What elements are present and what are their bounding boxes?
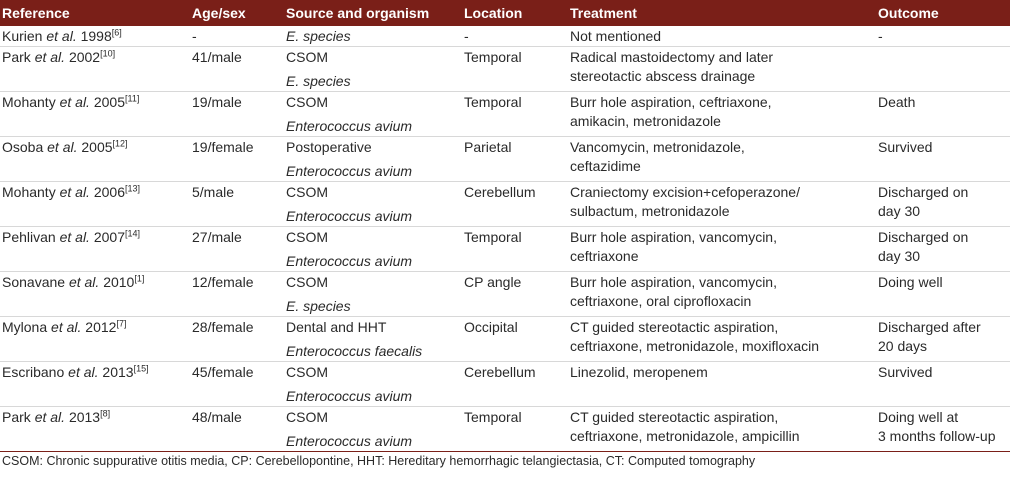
source-value: CSOM	[286, 184, 328, 200]
cell-treatment	[568, 407, 876, 452]
outcome-line: Death	[878, 94, 916, 110]
table-body	[0, 26, 1010, 452]
age-sex-value: 19/male	[192, 94, 242, 110]
location-value: Temporal	[464, 229, 522, 245]
reference-author: Mohanty	[2, 94, 56, 110]
cell-location	[462, 407, 568, 452]
outcome-line: 20 days	[878, 338, 928, 354]
header-outcome: Outcome	[876, 0, 1010, 26]
header-row	[0, 0, 1010, 26]
cell-outcome	[876, 227, 1010, 272]
reference-citation: [14]	[125, 228, 141, 239]
cell-source-organism	[284, 317, 462, 362]
treatment-line: amikacin, metronidazole	[570, 113, 721, 129]
table-row	[0, 272, 1010, 317]
outcome-line: Doing well	[878, 274, 943, 290]
organism-value: Enterococcus faecalis	[286, 343, 423, 359]
outcome-line: Doing well at	[878, 409, 959, 425]
reference-citation: [10]	[100, 48, 116, 59]
age-sex-value: 27/male	[192, 229, 242, 245]
outcome-line: 3 months follow-up	[878, 428, 996, 444]
treatment-line: sulbactum, metronidazole	[570, 203, 730, 219]
treatment-line: Vancomycin, metronidazole,	[570, 139, 745, 155]
cell-source-organism	[284, 137, 462, 182]
organism-value: Enterococcus avium	[286, 433, 413, 449]
reference-author: Escribano	[2, 364, 65, 380]
treatment-line: Craniectomy excision+cefoperazone/	[570, 184, 800, 200]
treatment-line: Burr hole aspiration, vancomycin,	[570, 274, 777, 290]
cell-reference	[0, 362, 190, 407]
organism-value: E. species	[286, 28, 351, 44]
source-value: CSOM	[286, 94, 328, 110]
cell-treatment	[568, 92, 876, 137]
reference-year: 2005	[93, 94, 125, 110]
location-value: Occipital	[464, 319, 518, 335]
age-sex-value: 19/female	[192, 139, 254, 155]
reference-author: Park	[2, 409, 31, 425]
treatment-line: ceftriaxone, metronidazole, moxifloxacin	[570, 338, 820, 354]
cell-reference	[0, 26, 190, 47]
treatment-line: ceftriaxone, metronidazole, ampicillin	[570, 428, 800, 444]
treatment-line: CT guided stereotactic aspiration,	[570, 319, 779, 335]
header-location: Location	[462, 0, 568, 26]
cell-location	[462, 182, 568, 227]
table-row	[0, 92, 1010, 137]
cell-location	[462, 362, 568, 407]
cell-age-sex	[190, 407, 284, 452]
table-row	[0, 362, 1010, 407]
cell-age-sex	[190, 26, 284, 47]
reference-author: Mohanty	[2, 184, 56, 200]
cell-source-organism	[284, 362, 462, 407]
reference-author: Park	[2, 49, 31, 65]
reference-citation: [8]	[100, 408, 111, 419]
treatment-line: Linezolid, meropenem	[570, 364, 708, 380]
treatment-line: CT guided stereotactic aspiration,	[570, 409, 779, 425]
reference-etal: et al.	[68, 364, 99, 380]
reference-etal: et al.	[59, 184, 90, 200]
cell-location	[462, 26, 568, 47]
cell-location	[462, 272, 568, 317]
treatment-line: stereotactic abscess drainage	[570, 68, 756, 84]
outcome-line: Discharged after	[878, 319, 981, 335]
header-reference: Reference	[0, 0, 190, 26]
reference-etal: et al.	[59, 94, 90, 110]
cell-treatment	[568, 26, 876, 47]
outcome-line: Survived	[878, 139, 933, 155]
cell-treatment	[568, 317, 876, 362]
cell-reference	[0, 407, 190, 452]
organism-value: Enterococcus avium	[286, 163, 413, 179]
outcome-line: day 30	[878, 248, 921, 264]
organism-value: E. species	[286, 298, 351, 314]
cell-source-organism	[284, 47, 462, 92]
reference-citation: [1]	[134, 273, 145, 284]
age-sex-value: -	[192, 28, 197, 44]
age-sex-value: 45/female	[192, 364, 254, 380]
outcome-line: Discharged on	[878, 184, 969, 200]
location-value: Temporal	[464, 409, 522, 425]
cell-reference	[0, 92, 190, 137]
table-header	[0, 0, 1010, 26]
age-sex-value: 12/female	[192, 274, 254, 290]
cell-source-organism	[284, 182, 462, 227]
cell-treatment	[568, 272, 876, 317]
cell-outcome	[876, 92, 1010, 137]
reference-citation: [6]	[111, 27, 122, 38]
header-age-sex: Age/sex	[190, 0, 284, 26]
reference-year: 2012	[85, 319, 117, 335]
reference-citation: [7]	[116, 318, 127, 329]
reference-citation: [15]	[133, 363, 149, 374]
treatment-line: ceftazidime	[570, 158, 641, 174]
location-value: -	[464, 28, 469, 44]
reference-year: 2013	[68, 409, 101, 425]
reference-author: Sonavane	[2, 274, 66, 290]
treatment-line: ceftriaxone	[570, 248, 639, 264]
location-value: Temporal	[464, 94, 522, 110]
reference-year: 2007	[93, 229, 125, 245]
location-value: Parietal	[464, 139, 512, 155]
cell-reference	[0, 227, 190, 272]
organism-value: Enterococcus avium	[286, 208, 413, 224]
location-value: CP angle	[464, 274, 522, 290]
reference-citation: [11]	[125, 93, 140, 104]
outcome-line: Survived	[878, 364, 933, 380]
reference-etal: et al.	[46, 28, 77, 44]
reference-author: Pehlivan	[2, 229, 56, 245]
source-value: CSOM	[286, 409, 328, 425]
organism-value: Enterococcus avium	[286, 388, 413, 404]
reference-author: Kurien	[2, 28, 43, 44]
cell-reference	[0, 317, 190, 362]
treatment-line: Radical mastoidectomy and later	[570, 49, 774, 65]
age-sex-value: 28/female	[192, 319, 254, 335]
cell-age-sex	[190, 272, 284, 317]
reference-citation: [12]	[112, 138, 128, 149]
cell-source-organism	[284, 407, 462, 452]
source-value: CSOM	[286, 274, 328, 290]
cell-age-sex	[190, 317, 284, 362]
cell-outcome	[876, 137, 1010, 182]
location-value: Cerebellum	[464, 184, 536, 200]
source-value: Dental and HHT	[286, 319, 387, 335]
cell-outcome	[876, 407, 1010, 452]
reference-etal: et al.	[51, 319, 82, 335]
cell-age-sex	[190, 182, 284, 227]
cell-outcome	[876, 362, 1010, 407]
treatment-line: Not mentioned	[570, 28, 662, 44]
cell-age-sex	[190, 227, 284, 272]
outcome-line: day 30	[878, 203, 921, 219]
outcome-line: Discharged on	[878, 229, 969, 245]
organism-value: Enterococcus avium	[286, 253, 413, 269]
table-row	[0, 137, 1010, 182]
reference-etal: et al.	[68, 274, 100, 290]
cell-outcome	[876, 272, 1010, 317]
age-sex-value: 5/male	[192, 184, 235, 200]
cell-location	[462, 317, 568, 362]
cell-reference	[0, 272, 190, 317]
reference-etal: et al.	[47, 139, 78, 155]
location-value: Temporal	[464, 49, 522, 65]
cell-location	[462, 47, 568, 92]
cell-source-organism	[284, 227, 462, 272]
outcome-line: -	[878, 28, 883, 44]
reference-year: 2002	[68, 49, 101, 65]
cell-treatment	[568, 182, 876, 227]
reference-etal: et al.	[59, 229, 90, 245]
treatment-line: Burr hole aspiration, vancomycin,	[570, 229, 777, 245]
age-sex-value: 48/male	[192, 409, 242, 425]
reference-citation: [13]	[125, 183, 141, 194]
source-value: CSOM	[286, 49, 328, 65]
cell-source-organism	[284, 26, 462, 47]
table-row	[0, 317, 1010, 362]
cell-reference	[0, 137, 190, 182]
table-footnote: CSOM: Chronic suppurative otitis media, CP: Cerebellopontine, HHT: Hereditary hemorrhagic telangiectasia, CT: Computed tomography	[2, 454, 756, 468]
reference-author: Mylona	[2, 319, 48, 335]
cell-age-sex	[190, 92, 284, 137]
cell-outcome	[876, 26, 1010, 47]
reference-etal: et al.	[34, 409, 66, 425]
source-value: CSOM	[286, 229, 328, 245]
treatment-line: Burr hole aspiration, ceftriaxone,	[570, 94, 772, 110]
cell-reference	[0, 47, 190, 92]
age-sex-value: 41/male	[192, 49, 242, 65]
reference-author: Osoba	[2, 139, 44, 155]
cell-reference	[0, 182, 190, 227]
cell-location	[462, 137, 568, 182]
reference-year: 2013	[102, 364, 134, 380]
cell-location	[462, 92, 568, 137]
source-value: Postoperative	[286, 139, 372, 155]
table-row	[0, 26, 1010, 47]
cell-treatment	[568, 362, 876, 407]
cell-age-sex	[190, 362, 284, 407]
treatment-line: ceftriaxone, oral ciprofloxacin	[570, 293, 752, 309]
reference-year: 1998	[80, 28, 112, 44]
cell-source-organism	[284, 92, 462, 137]
cell-age-sex	[190, 47, 284, 92]
table-row	[0, 227, 1010, 272]
cell-outcome	[876, 47, 1010, 92]
header-treatment: Treatment	[568, 0, 876, 26]
location-value: Cerebellum	[464, 364, 536, 380]
cell-treatment	[568, 137, 876, 182]
cell-outcome	[876, 182, 1010, 227]
source-value: CSOM	[286, 364, 328, 380]
table-row	[0, 47, 1010, 92]
cell-age-sex	[190, 137, 284, 182]
reference-year: 2005	[81, 139, 113, 155]
reference-year: 2006	[93, 184, 125, 200]
cell-outcome	[876, 317, 1010, 362]
table-row	[0, 407, 1010, 452]
table-row	[0, 182, 1010, 227]
reference-year: 2010	[103, 274, 135, 290]
header-source-organism: Source and organism	[284, 0, 462, 26]
reference-etal: et al.	[34, 49, 66, 65]
cell-treatment	[568, 47, 876, 92]
organism-value: Enterococcus avium	[286, 118, 413, 134]
organism-value: E. species	[286, 73, 351, 89]
cell-treatment	[568, 227, 876, 272]
cell-source-organism	[284, 272, 462, 317]
cell-location	[462, 227, 568, 272]
